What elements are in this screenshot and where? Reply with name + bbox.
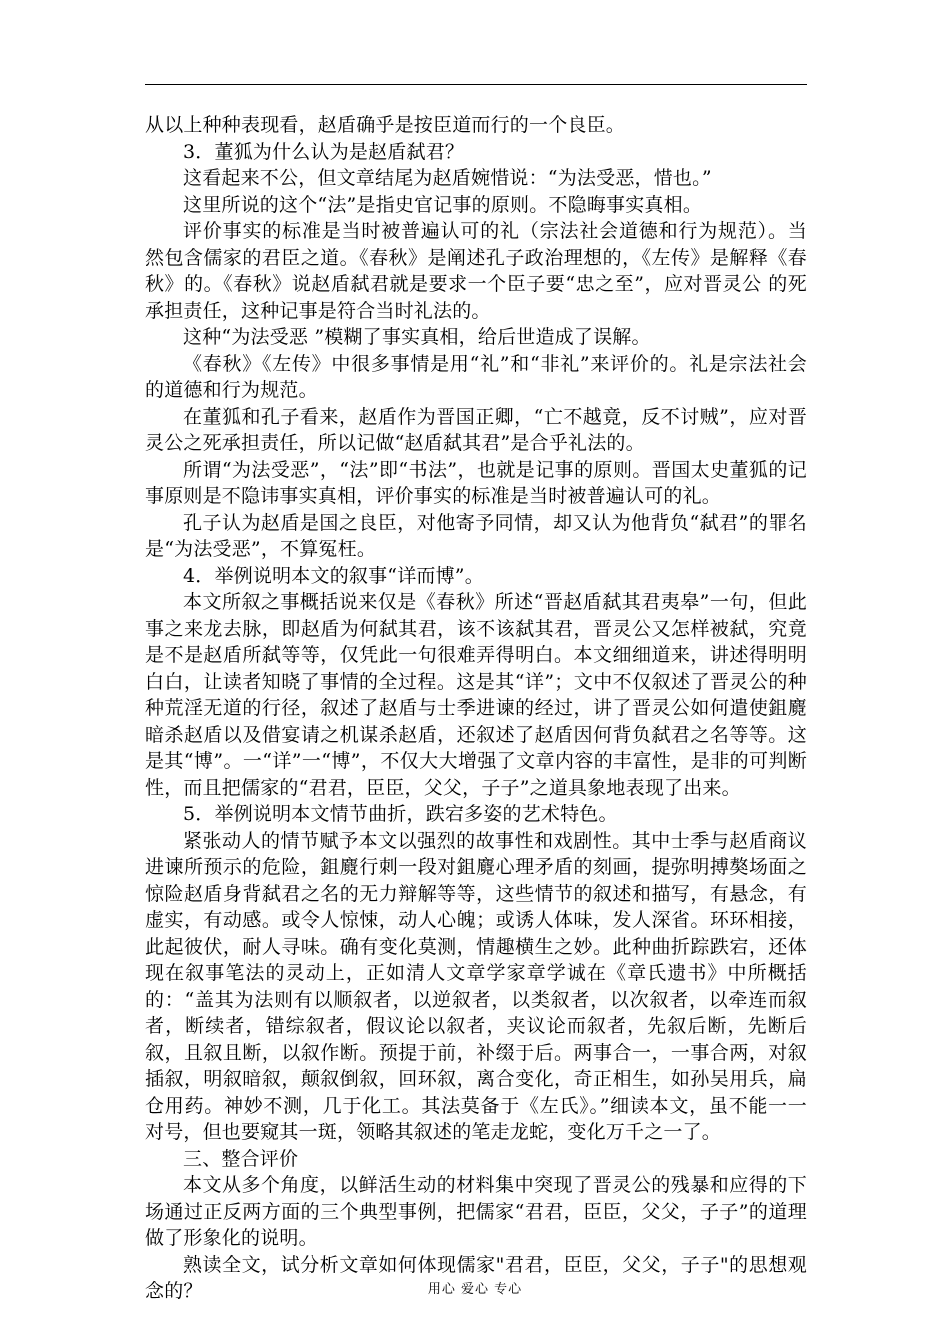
paragraph-16: 本文从多个角度，以鲜活生动的材料集中突现了晋灵公的残暴和应得的下场通过正反两方面的三个典型事例，把儒家“君君，臣臣，父父，子子”的道理做了形象化的说明。 xyxy=(145,1174,807,1249)
paragraph-9: 所谓“为法受恶”，“法”即“书法”，也就是记事的原则。晋国太史董狐的记事原则是不隐讳事实真相，评价事实的标准是当时被普遍认可的礼。 xyxy=(145,458,807,507)
document-body xyxy=(145,112,807,1305)
paragraph-10: 孔子认为赵盾是国之良臣，对他寄予同情，却又认为他背负“弑君”的罪名是“为法受恶”，不算冤枉。 xyxy=(145,511,807,560)
question-4-heading: 4．举例说明本文的叙事“详而博”。 xyxy=(183,564,484,587)
paragraph-4: 这里所说的这个“法”是指史官记事的原则。不隐晦事实真相。 xyxy=(183,193,703,216)
header-rule xyxy=(145,84,807,85)
question-5-heading: 5．举例说明本文情节曲折，跌宕多姿的艺术特色。 xyxy=(183,803,618,825)
section-3-heading: 三、整合评价 xyxy=(183,1147,299,1170)
paragraph-3: 这看起来不公，但文章结尾为赵盾婉惜说：“为法受恶，惜也。” xyxy=(183,167,712,189)
paragraph-17: 熟读全文，试分析文章如何体现儒家"君君，臣臣，父父，子子"的思想观念的？ xyxy=(145,1253,807,1302)
paragraph-14: 紧张动人的情节赋予本文以强烈的故事性和戏剧性。其中士季与赵盾商议进谏所预示的危险，鉏麑行刺一段对鉏麑心理矛盾的刻画，提弥明搏獒场面之惊险赵盾身背弑君之名的无力辩解等等，这些情节的叙述和描写，有悬念，有虚实，有动感。或令人惊悚，动人心魄；或诱人体味，发人深省。环环相接，此起彼伏，耐人寻味。确有变化莫测，情趣横生之妙。此种曲折踪跌宕，还体现在叙事笔法的灵动上，正如清人文章学家章学诚在《章氏遗书》中所概括的：“盖其为法则有以顺叙者，以逆叙者，以类叙者，以次叙者，以牵连而叙者，断续者，错综叙者，假议论以叙者，夹议论而叙者，先叙后断，先断后叙，且叙且断，以叙作断。预提于前，补缀于后。两事合一，一事合两，对叙插叙，明叙暗叙，颠叙倒叙，回环叙，离合变化，奇正相生，如孙吴用兵，扁仓用药。神妙不测，几于化工。其法莫备于《左氏》。”细读本文，虽不能一一对号，但也要窥其一斑，领略其叙述的笔走龙蛇，变化万千之一了。 xyxy=(145,829,807,1143)
question-3-heading: 3．董狐为什么认为是赵盾弑君？ xyxy=(183,140,465,163)
paragraph-7: 《春秋》《左传》中很多事情是用“礼”和“非礼”来评价的。礼是宗法社会的道德和行为规范。 xyxy=(145,352,807,401)
page-footer: 用心 爱心 专心 xyxy=(427,1282,523,1297)
paragraph-1: 从以上种种表现看，赵盾确乎是按臣道而行的一个良臣。 xyxy=(145,114,626,136)
paragraph-8: 在董狐和孔子看来，赵盾作为晋国正卿，“亡不越竟，反不讨贼”，应对晋灵公之死承担责任，所以记做“赵盾弑其君”是合乎礼法的。 xyxy=(145,405,807,454)
paragraph-5: 评价事实的标准是当时被普遍认可的礼（宗法社会道德和行为规范）。当然包含儒家的君臣之道。《春秋》是阐述孔子政治理想的，《左传》是解释《春秋》的。《春秋》说赵盾弑君就是要求一个臣子要“忠之至”，应对晋灵公 的死承担责任，这种记事是符合当时礼法的。 xyxy=(145,220,807,322)
paragraph-12: 本文所叙之事概括说来仅是《春秋》所述“晋赵盾弑其君夷皋”一句，但此事之来龙去脉，即赵盾为何弑其君，该不该弑其君，晋灵公又怎样被弑，究竟是不是赵盾所弑等等，仅凭此一句很难弄得明白。本文细细道来，讲述得明明白白，让读者知晓了事情的全过程。这是其“详”；文中不仅叙述了晋灵公的种种荒淫无道的行径，叙述了赵盾与士季进谏的经过，讲了晋灵公如何遣使鉏麑暗杀赵盾以及借宴请之机谋杀赵盾，还叙述了赵盾因何背负弑君之名等等。这是其“博”。一“详”一“博”，不仅大大增强了文章内容的丰富性，是非的可判断性，而且把儒家的“君君，臣臣，父父，子子”之道具象地表现了出来。 xyxy=(145,591,807,799)
paragraph-6: 这种“为法受恶 ”模糊了事实真相，给后世造成了误解。 xyxy=(183,326,651,348)
